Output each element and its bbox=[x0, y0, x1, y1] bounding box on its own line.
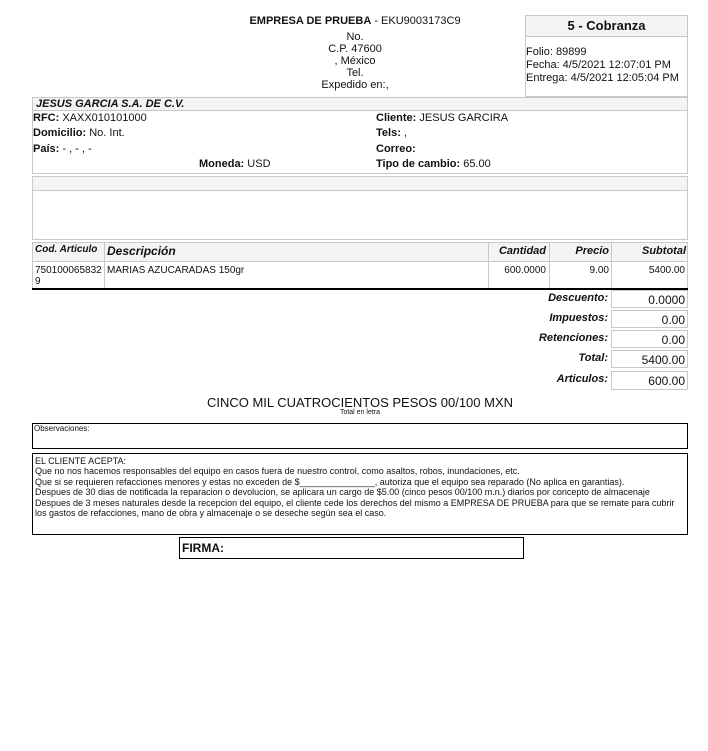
terms-line2: Que si se requieren refacciones menores y estas no exceden de $_______________, autoriza que el equipo sea reparado (No aplica en garantias). bbox=[35, 476, 625, 487]
doc-entrega: Entrega: 4/5/2021 12:05:04 PM bbox=[526, 72, 679, 84]
table-left-border bbox=[32, 262, 33, 288]
tipo-cambio-label: Tipo de cambio: bbox=[376, 158, 461, 170]
terms-box bbox=[32, 453, 688, 535]
customer-moneda-row bbox=[199, 158, 271, 170]
firma-label: FIRMA: bbox=[182, 541, 224, 555]
impuestos-label: Impuestos: bbox=[549, 312, 608, 324]
doc-fecha: Fecha: 4/5/2021 12:07:01 PM bbox=[526, 59, 671, 71]
notes-box-header bbox=[33, 177, 687, 191]
col-header-cod: Cod. Articulo bbox=[35, 244, 98, 255]
customer-domicilio-row bbox=[33, 127, 125, 139]
total-label: Total: bbox=[578, 352, 608, 364]
customer-header bbox=[32, 97, 688, 111]
pais-value: - , - , - bbox=[59, 143, 92, 155]
issuer-cp: C.P. 47600 bbox=[328, 43, 382, 55]
pais-label: País: bbox=[33, 143, 60, 155]
col-header-descripcion: Descripción bbox=[107, 244, 176, 258]
col-header-subtotal: Subtotal bbox=[642, 245, 686, 257]
customer-company: JESUS GARCIA S.A. DE C.V. bbox=[36, 98, 185, 110]
rfc-label: RFC: bbox=[33, 112, 60, 124]
doc-folio: Folio: 89899 bbox=[526, 46, 587, 58]
row-cod-line1: 750100065832 bbox=[35, 265, 102, 276]
terms-line3: Despues de 30 dias de notificada la reparacion o devolucion, se aplicara un cargo de $5.00 (cinco pesos 00/100 m.n.) diarios por concepto de almacenaje bbox=[35, 487, 650, 498]
col-header-precio: Precio bbox=[575, 245, 609, 257]
cliente-value: JESUS GARCIRA bbox=[416, 112, 509, 124]
articulos-label: Articulos: bbox=[556, 373, 608, 385]
row-precio: 9.00 bbox=[589, 265, 609, 276]
total-value: 5400.00 bbox=[611, 350, 688, 368]
terms-line4: Despues de 3 meses naturales desde la recepcion del equipo, el cliente cede los derechos del mismo a EMPRESA DE PRUEBA para que se remate para cubrir los gastos de refacciones, mano de obra y almacenaje o se deseche según sea el caso. bbox=[35, 497, 675, 519]
customer-rfc-row bbox=[33, 112, 147, 124]
descuento-label: Descuento: bbox=[548, 292, 608, 304]
amount-in-words: CINCO MIL CUATROCIENTOS PESOS 00/100 MXN bbox=[206, 395, 514, 410]
impuestos-value: 0.00 bbox=[611, 310, 688, 328]
issuer-title bbox=[230, 15, 480, 27]
issuer-block bbox=[230, 15, 480, 91]
issuer-name: EMPRESA DE PRUEBA bbox=[249, 15, 372, 27]
articulos-value: 600.00 bbox=[611, 371, 688, 390]
retenciones-label: Retenciones: bbox=[538, 332, 608, 344]
domicilio-value: No. Int. bbox=[86, 127, 125, 139]
tels-value: , bbox=[400, 127, 407, 139]
issuer-expedido: Expedido en:, bbox=[321, 79, 389, 91]
tels-label: Tels: bbox=[376, 127, 401, 139]
rfc-value: XAXX010101000 bbox=[59, 112, 147, 124]
row-cod-line2: 9 bbox=[35, 276, 41, 287]
table-row bbox=[35, 265, 102, 287]
col-divider bbox=[104, 242, 105, 288]
terms-line1: Que no nos hacemos responsables del equipo en casos fuera de nuestro control, como asaltos, robos, inundaciones, etc. bbox=[35, 466, 520, 477]
issuer-country: , México bbox=[334, 55, 376, 67]
table-right-border bbox=[687, 262, 688, 288]
correo-label: Correo: bbox=[376, 143, 416, 155]
moneda-label: Moneda: bbox=[199, 158, 245, 170]
customer-tels-row bbox=[376, 127, 407, 139]
row-cantidad: 600.0000 bbox=[504, 265, 546, 276]
observaciones-box bbox=[32, 423, 688, 449]
table-bottom-rule bbox=[32, 288, 688, 290]
firma-box bbox=[179, 537, 524, 559]
customer-cliente-row bbox=[376, 112, 508, 124]
row-descripcion: MARIAS AZUCARADAS 150gr bbox=[107, 265, 245, 276]
issuer-tel: Tel. bbox=[346, 67, 364, 79]
notes-box bbox=[32, 176, 688, 240]
row-subtotal: 5400.00 bbox=[648, 265, 685, 276]
tipo-cambio-value: 65.00 bbox=[460, 158, 491, 170]
terms-heading: EL CLIENTE ACEPTA: bbox=[35, 456, 127, 466]
doc-info-box bbox=[525, 15, 688, 97]
issuer-no: No. bbox=[346, 31, 364, 43]
customer-pais-row bbox=[33, 143, 92, 155]
retenciones-value: 0.00 bbox=[611, 330, 688, 348]
amount-caption: Total en letra bbox=[339, 409, 381, 416]
observaciones-label: Observaciones: bbox=[34, 424, 90, 433]
customer-tipo-cambio-row bbox=[376, 158, 491, 170]
domicilio-label: Domicilio: bbox=[33, 127, 87, 139]
descuento-value: 0.0000 bbox=[611, 290, 688, 308]
doc-title: 5 - Cobranza bbox=[526, 16, 687, 37]
customer-correo-row bbox=[376, 143, 416, 155]
cliente-label: Cliente: bbox=[376, 112, 417, 124]
issuer-rfc: - EKU9003173C9 bbox=[371, 15, 461, 27]
moneda-value: USD bbox=[244, 158, 271, 170]
col-header-cantidad: Cantidad bbox=[498, 245, 546, 257]
